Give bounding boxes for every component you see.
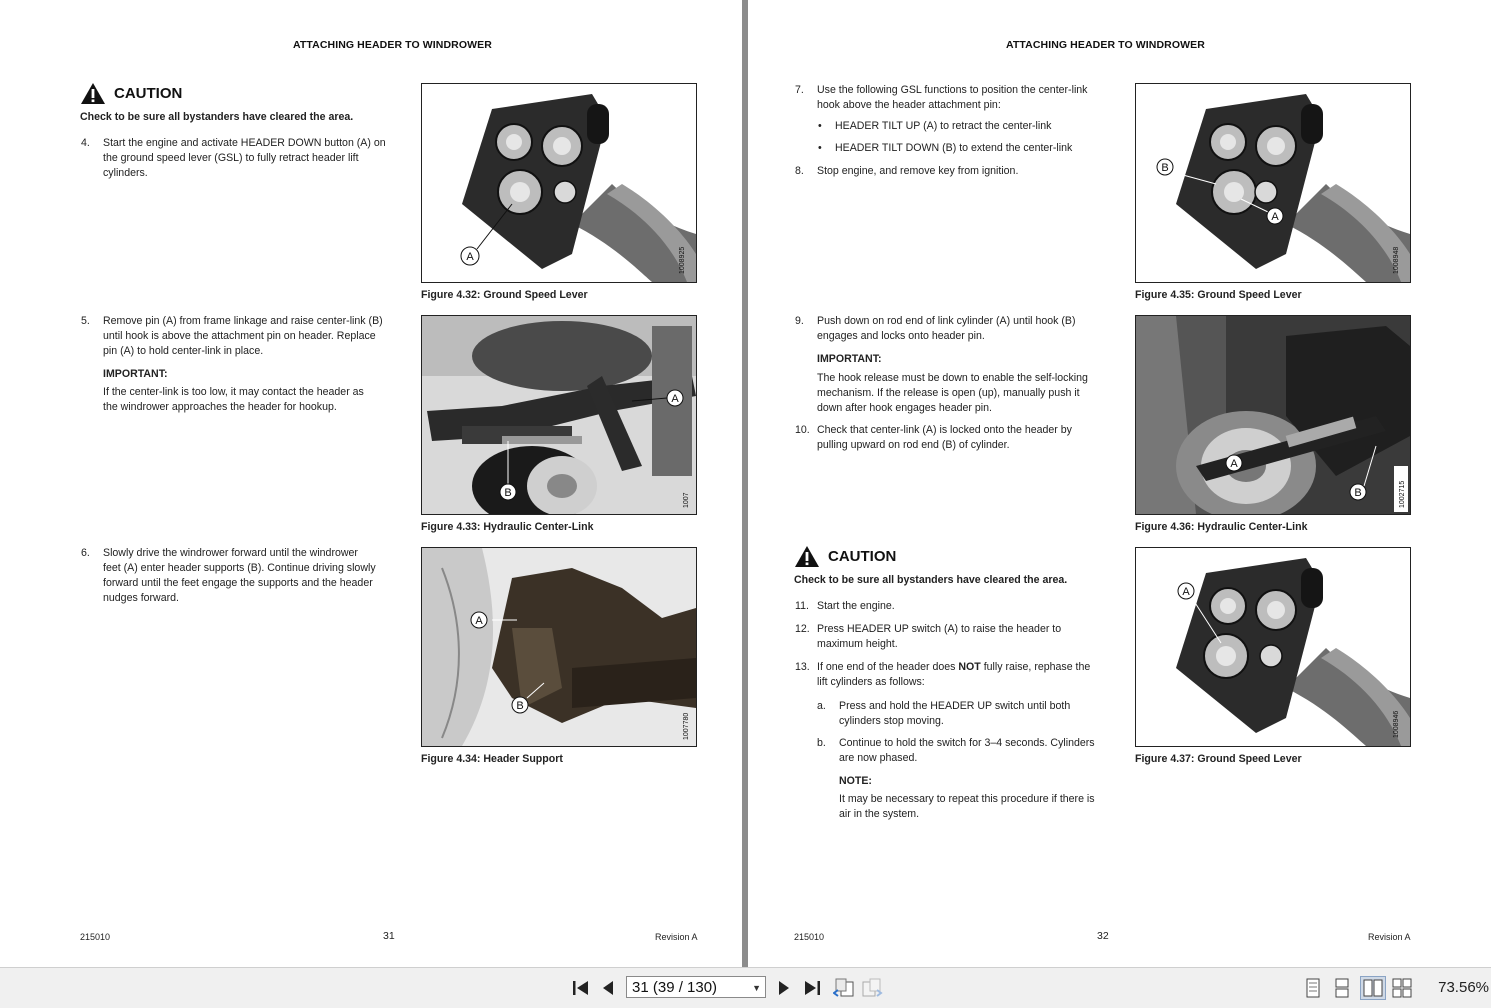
- previous-page-button[interactable]: [598, 976, 618, 1000]
- page-number-field[interactable]: [626, 976, 766, 998]
- step-number: 12.: [795, 623, 810, 635]
- figure-ground-speed-lever: [1135, 83, 1411, 283]
- text-line: down after hook engages header pin.: [817, 402, 992, 414]
- callout-label: A: [466, 251, 474, 263]
- continuous-page-icon: [1334, 978, 1350, 998]
- next-page-icon: [778, 980, 790, 996]
- text-line: mechanism. If the release is open (up), manually push it: [817, 387, 1080, 399]
- callout-label: B: [1354, 487, 1362, 499]
- figure-caption: Figure 4.32: Ground Speed Lever: [421, 289, 588, 301]
- bullet-dot: •: [818, 142, 822, 154]
- text-run: fully raise, rephase the: [980, 661, 1091, 673]
- page-number: 31: [383, 930, 395, 942]
- single-page-icon: [1305, 978, 1321, 998]
- bullet-text: HEADER TILT DOWN (B) to extend the center-link: [835, 142, 1073, 154]
- step-number: 5.: [81, 315, 90, 327]
- first-page-button[interactable]: [570, 976, 592, 1000]
- callout-label: A: [1182, 586, 1190, 598]
- important-text: [103, 385, 413, 415]
- figure-caption: Figure 4.36: Hydraulic Center-Link: [1135, 521, 1308, 533]
- viewer-toolbar: [0, 967, 1491, 1008]
- caution-title: CAUTION: [114, 85, 183, 102]
- warning-triangle-icon: [794, 545, 820, 568]
- bullet-text: HEADER TILT UP (A) to retract the center-link: [835, 120, 1052, 132]
- substep-letter: a.: [817, 700, 826, 712]
- text-line: Press and hold the HEADER UP switch until both: [839, 700, 1071, 712]
- text-line: are now phased.: [839, 752, 918, 764]
- text-line: the windrower approaches the header for hookup.: [103, 401, 337, 413]
- step-10-text: [817, 423, 1137, 453]
- step-12-text: [817, 622, 1137, 652]
- step-9-text: [817, 314, 1137, 344]
- figure-id: 1008925: [679, 246, 686, 274]
- two-page-view-button[interactable]: [1360, 976, 1386, 1000]
- step-number: 8.: [795, 165, 804, 177]
- facing-pages-icon: [1363, 978, 1383, 998]
- step-number: 13.: [795, 661, 810, 673]
- figure-id: 1002715: [1399, 480, 1406, 508]
- go-back-view-button[interactable]: [832, 976, 856, 1000]
- step-6-text: [103, 546, 413, 606]
- callout-label: B: [504, 487, 512, 499]
- step-11-text: Start the engine.: [817, 600, 895, 612]
- step-8-text: Stop engine, and remove key from ignition.: [817, 165, 1019, 177]
- step-13a-text: [839, 699, 1139, 729]
- step-13-text: [817, 660, 1147, 690]
- figure-caption: Figure 4.34: Header Support: [421, 753, 563, 765]
- text-line: lift cylinders as follows:: [817, 676, 925, 688]
- step-4-text: [103, 136, 413, 181]
- go-forward-view-button[interactable]: [860, 976, 884, 1000]
- substep-letter: b.: [817, 737, 826, 749]
- continuous-view-button[interactable]: [1331, 976, 1353, 1000]
- figure-id: 1008946: [1393, 710, 1400, 738]
- text-line: Check that center-link (A) is locked onto the header by: [817, 424, 1072, 436]
- figure-caption: Figure 4.35: Ground Speed Lever: [1135, 289, 1302, 301]
- step-13b-text: [839, 736, 1139, 766]
- facing-continuous-icon: [1392, 978, 1412, 998]
- first-page-icon: [572, 980, 590, 996]
- last-page-button[interactable]: [801, 976, 823, 1000]
- caution-heading: [80, 82, 182, 105]
- important-label: IMPORTANT:: [103, 368, 168, 380]
- figure-ground-speed-lever: [1135, 547, 1411, 747]
- text-line: air in the system.: [839, 808, 920, 820]
- callout-label: A: [1230, 458, 1238, 470]
- figure-caption: Figure 4.33: Hydraulic Center-Link: [421, 521, 594, 533]
- ground-speed-lever-illustration: [422, 84, 696, 282]
- figure-hydraulic-center-link: [1135, 315, 1411, 515]
- single-page-view-button[interactable]: [1302, 976, 1324, 1000]
- header-support-photo: [422, 548, 696, 746]
- figure-id: 1007780: [683, 712, 690, 740]
- text-line: Push down on rod end of link cylinder (A) until hook (B): [817, 315, 1076, 327]
- text-line: the ground speed lever (GSL) to fully retract header lift: [103, 152, 359, 164]
- text-run: If one end of the header does: [817, 661, 959, 673]
- text-line: pin (A) to hold center-link in place.: [103, 345, 264, 357]
- text-line: Continue to hold the switch for 3–4 seconds. Cylinders: [839, 737, 1095, 749]
- callout-label: B: [516, 700, 524, 712]
- figure-ground-speed-lever: [421, 83, 697, 283]
- warning-triangle-icon: [80, 82, 106, 105]
- important-text: [817, 371, 1137, 416]
- next-page-button[interactable]: [774, 976, 794, 1000]
- text-line: It may be necessary to repeat this procedure if there is: [839, 793, 1095, 805]
- bullet-dot: •: [818, 120, 822, 132]
- page-number-value: 31 (39 / 130): [632, 979, 718, 996]
- ground-speed-lever-illustration: [1136, 548, 1410, 746]
- previous-view-icon: [833, 978, 855, 998]
- callout-label: B: [1161, 162, 1169, 174]
- page-31: [0, 0, 742, 967]
- text-line: until hook is above the attachment pin on header. Replace: [103, 330, 376, 342]
- figure-hydraulic-center-link: [421, 315, 697, 515]
- step-number: 10.: [795, 424, 810, 436]
- document-number: 215010: [80, 932, 111, 942]
- text-line: hook above the header attachment pin:: [817, 99, 1001, 111]
- document-number: 215010: [794, 932, 825, 942]
- chevron-down-icon[interactable]: ▼: [752, 983, 761, 993]
- previous-page-icon: [602, 980, 614, 996]
- callout-label: A: [1271, 211, 1279, 223]
- revision-label: Revision A: [655, 932, 698, 942]
- step-number: 6.: [81, 547, 90, 559]
- text-line: forward until the feet engage the supports and the header: [103, 577, 373, 589]
- page-number: 32: [1097, 930, 1109, 942]
- step-number: 4.: [81, 137, 90, 149]
- emphasis-not: NOT: [958, 661, 981, 673]
- text-line: [817, 660, 1147, 675]
- text-line: maximum height.: [817, 638, 898, 650]
- text-line: engages and locks onto header pin.: [817, 330, 985, 342]
- callout-label: A: [475, 615, 483, 627]
- two-page-continuous-button[interactable]: [1391, 976, 1413, 1000]
- page-header: ATTACHING HEADER TO WINDROWER: [1006, 39, 1205, 51]
- text-line: The hook release must be down to enable the self-locking: [817, 372, 1088, 384]
- text-line: pulling upward on rod end (B) of cylinder.: [817, 439, 1010, 451]
- zoom-level[interactable]: 73.56%: [1438, 979, 1489, 996]
- step-7-text: [817, 83, 1137, 113]
- revision-label: Revision A: [1368, 932, 1411, 942]
- figure-id: 1008948: [1393, 246, 1400, 274]
- text-line: Start the engine and activate HEADER DOWN button (A) on: [103, 137, 386, 149]
- step-number: 11.: [795, 600, 809, 612]
- center-link-photo: [1136, 316, 1410, 514]
- step-number: 7.: [795, 84, 804, 96]
- text-line: Remove pin (A) from frame linkage and raise center-link (B): [103, 315, 383, 327]
- center-link-photo: [422, 316, 696, 514]
- note-text: [839, 792, 1139, 822]
- text-line: If the center-link is too low, it may contact the header as: [103, 386, 364, 398]
- next-view-icon: [861, 978, 883, 998]
- text-line: feet (A) enter header supports (B). Continue driving slowly: [103, 562, 376, 574]
- callout-label: A: [671, 393, 679, 405]
- step-number: 9.: [795, 315, 804, 327]
- text-line: Slowly drive the windrower forward until the windrower: [103, 547, 358, 559]
- text-line: cylinders stop moving.: [839, 715, 944, 727]
- caution-title: CAUTION: [828, 548, 897, 565]
- page-32: [748, 0, 1491, 967]
- figure-caption: Figure 4.37: Ground Speed Lever: [1135, 753, 1302, 765]
- text-line: nudges forward.: [103, 592, 179, 604]
- caution-text: Check to be sure all bystanders have cleared the area.: [80, 111, 354, 123]
- important-label: IMPORTANT:: [817, 353, 882, 365]
- page-header: ATTACHING HEADER TO WINDROWER: [293, 39, 492, 51]
- step-5-text: [103, 314, 413, 359]
- last-page-icon: [803, 980, 821, 996]
- note-label: NOTE:: [839, 775, 872, 787]
- ground-speed-lever-illustration: [1136, 84, 1410, 282]
- figure-id: 1007: [683, 492, 690, 508]
- text-line: cylinders.: [103, 167, 148, 179]
- caution-text: Check to be sure all bystanders have cleared the area.: [794, 574, 1068, 586]
- caution-heading: [794, 545, 896, 568]
- figure-header-support: [421, 547, 697, 747]
- text-line: Press HEADER UP switch (A) to raise the header to: [817, 623, 1062, 635]
- text-line: Use the following GSL functions to position the center-link: [817, 84, 1088, 96]
